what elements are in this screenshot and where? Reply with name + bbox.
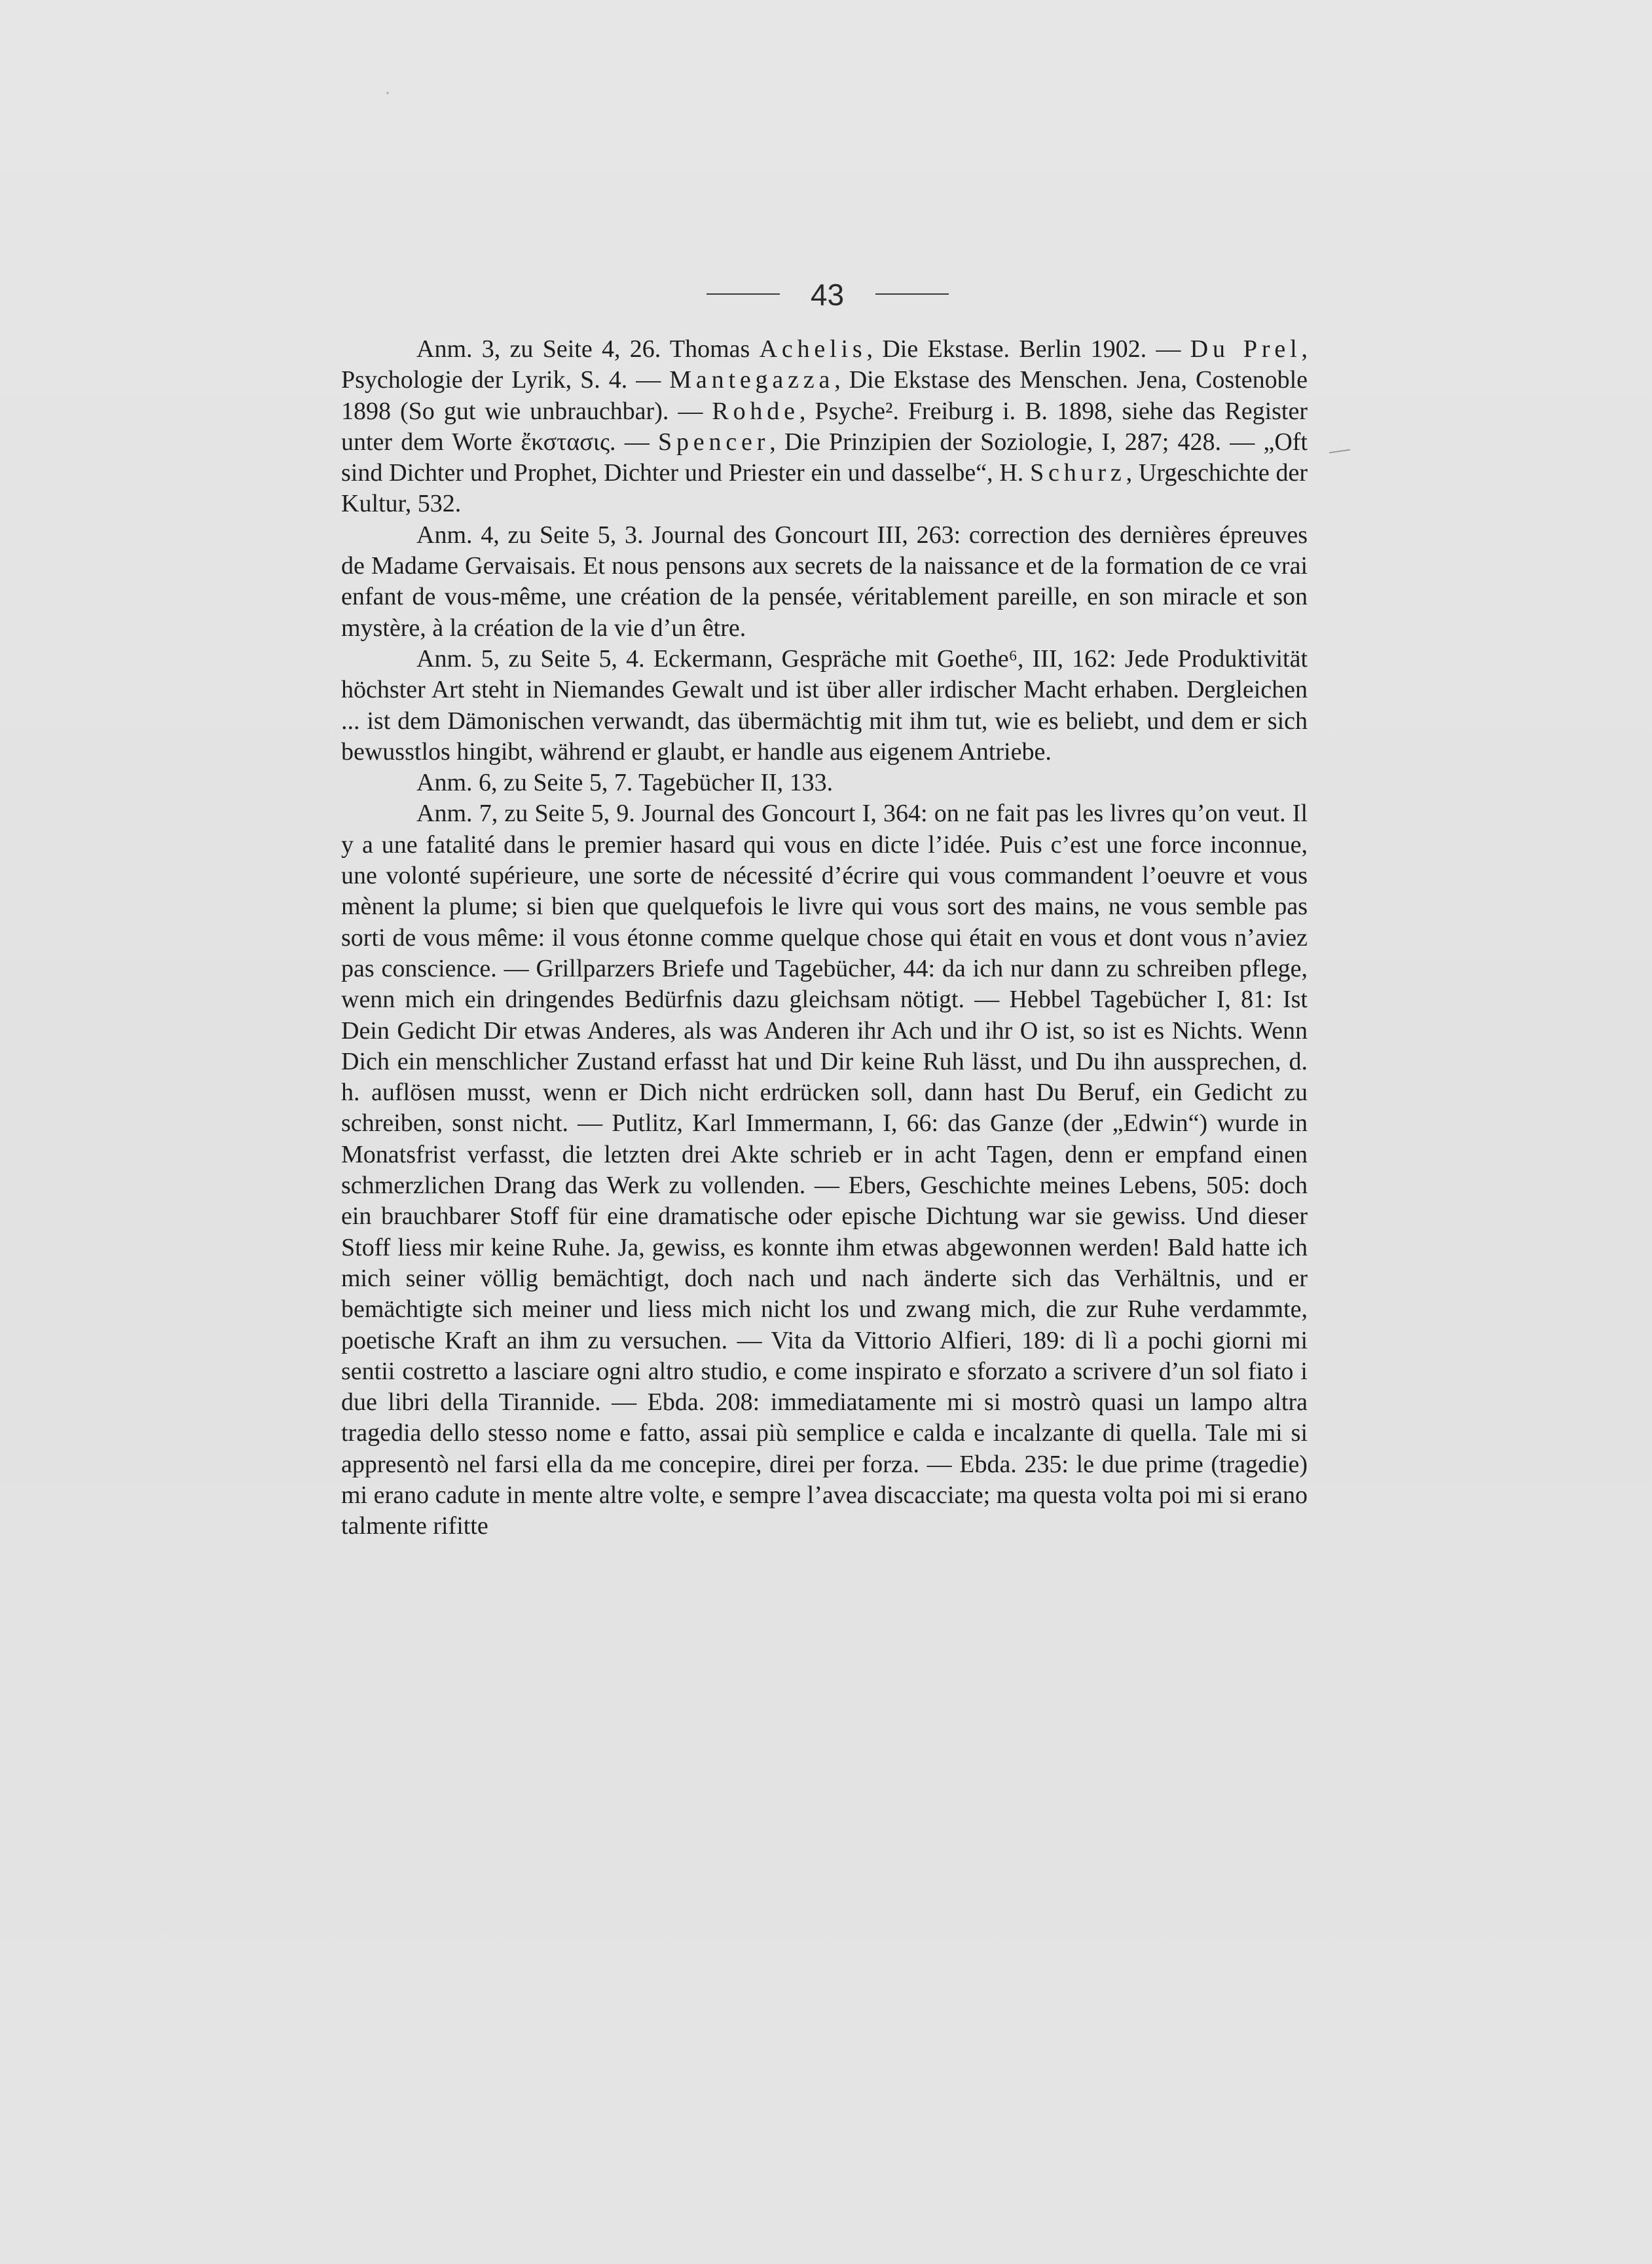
author-name: Achelis <box>759 335 867 363</box>
margin-pencil-mark <box>1329 449 1350 453</box>
page-header <box>0 275 1652 314</box>
author-name: Mantegazza <box>669 366 835 394</box>
note-text: , Psyche². Freiburg i. B. 1898, siehe das Register unter dem Worte ἔκστασις. — <box>341 397 1308 456</box>
note-text: , Urgeschichte der Kultur, 532. <box>341 459 1308 518</box>
note-text: Anm. 3, zu Seite 4, 26. Thomas <box>416 335 760 363</box>
note-paragraph <box>341 798 1308 1542</box>
paper-speck <box>386 92 389 94</box>
header-rule-left <box>707 293 780 295</box>
note-text: , Die Ekstase des Menschen. Jena, Costenoble 1898 (So gut wie unbrauchbar). — <box>341 366 1308 425</box>
note-text: , Psychologie der Lyrik, S. 4. — <box>341 335 1308 394</box>
page-number: 43 <box>810 278 845 312</box>
note-paragraph <box>341 520 1308 644</box>
note-text: , Die Prinzipien der Soziologie, I, 287; 428. — „Oft sind Dichter und Prophet, Dichter und Priester ein und dasselbe“, H. <box>341 428 1308 487</box>
note-paragraph <box>341 334 1308 520</box>
note-text: , Die Ekstase. Berlin 1902. — <box>866 335 1190 363</box>
header-rule-right <box>875 293 949 295</box>
author-name: Spencer <box>657 428 770 456</box>
note-text: Anm. 6, zu Seite 5, 7. Tagebücher II, 133. <box>416 769 834 797</box>
note-paragraph <box>341 644 1308 768</box>
author-name: Rohde <box>712 397 799 425</box>
author-name: Du Prel <box>1190 335 1302 363</box>
note-text: Anm. 5, zu Seite 5, 4. Eckermann, Gespräche mit Goethe⁶, III, 162: Jede Produktivität höchster Art steht in Niemandes Gewalt und ist über aller irdischer Macht erhaben. Dergleichen ... ist dem Dämonischen verwandt, das übermächtig mit ihm tut, wie es beliebt, und dem er sich bewusstlos hingibt, während er glaubt, er handle aus eigenem Antriebe. <box>341 644 1308 766</box>
note-text: Anm. 7, zu Seite 5, 9. Journal des Goncourt I, 364: on ne fait pas les livres qu’on veut. Il y a une fatalité dans le premier hasard qui vous en dicte l’idée. Puis c’est une force inconnue, une volonté supérieure, une sorte de nécessité d’écrire qui vous commandent l’oeuvre et vous mènent la plume; si bien que quelquefois le livre qui vous sort des mains, ne vous semble pas sorti de vous même: il vous étonne comme quelque chose qui était en vous et dont vous n’aviez pas conscience. — Grillparzers Briefe und Tagebücher, 44: da ich nur dann zu schreiben pflege, wenn mich ein dringendes Bedürfnis dazu gleichsam nötigt. — Hebbel Tagebücher I, 81: Ist Dein Gedicht Dir etwas Anderes, als was Anderen ihr Ach und ihr O ist, so ist es Nichts. Wenn Dich ein menschlicher Zustand erfasst hat und Dir keine Ruh lässt, und Du ihn aussprechen, d. h. auflösen musst, wenn er Dich nicht erdrücken soll, dann hast Du Beruf, ein Gedicht zu schreiben, sonst nicht. — Putlitz, Karl Immermann, I, 66: das Ganze (der „Edwin“) wurde in Monatsfrist verfasst, die letzten drei Akte schrieb er in acht Tagen, denn er empfand einen schmerzlichen Drang das Werk zu vollenden. — Ebers, Geschichte meines Lebens, 505: doch ein brauchbarer Stoff für eine dramatische oder epische Dichtung war sie gewiss. Und dieser Stoff liess mir keine Ruhe. Ja, gewiss, es konnte ihm etwas abgewonnen werden! Bald hatte ich mich seiner völlig bemächtigt, doch nach und nach änderte sich das Verhältnis, und er bemächtigte sich meiner und liess mich nicht los und zwang mich, die zur Ruhe verdammte, poetische Kraft an ihm zu versuchen. — Vita da Vittorio Alfieri, 189: di lì a pochi giorni mi sentii costretto a lasciare ogni altro studio, e come inspirato e sforzato a scrivere d’un sol fiato i due libri della Tirannide. — Ebda. 208: immediatamente mi si mostrò quasi un lampo altra tragedia dello stesso nome e fatto, assai più semplice e calda e incalzante di quella. Tale mi si appresentò nel farsi ella da me concepire, direi per forza. — Ebda. 235: le due prime (tragedie) mi erano cadute in mente altre volte, e sempre l’avea discacciate; ma questa volta poi mi si erano talmente rifitte <box>341 800 1308 1540</box>
notes-body <box>341 334 1308 1542</box>
note-text: Anm. 4, zu Seite 5, 3. Journal des Goncourt III, 263: correction des dernières épreuves de Madame Gervaisais. Et nous pensons aux secrets de la naissance et de la formation de ce vrai enfant de vous-même, une création de la pensée, véritablement pareille, en son miracle et son mystère, à la création de la vie d’un être. <box>341 521 1308 642</box>
author-name: Schurz <box>1030 459 1126 487</box>
note-paragraph <box>341 768 1308 798</box>
